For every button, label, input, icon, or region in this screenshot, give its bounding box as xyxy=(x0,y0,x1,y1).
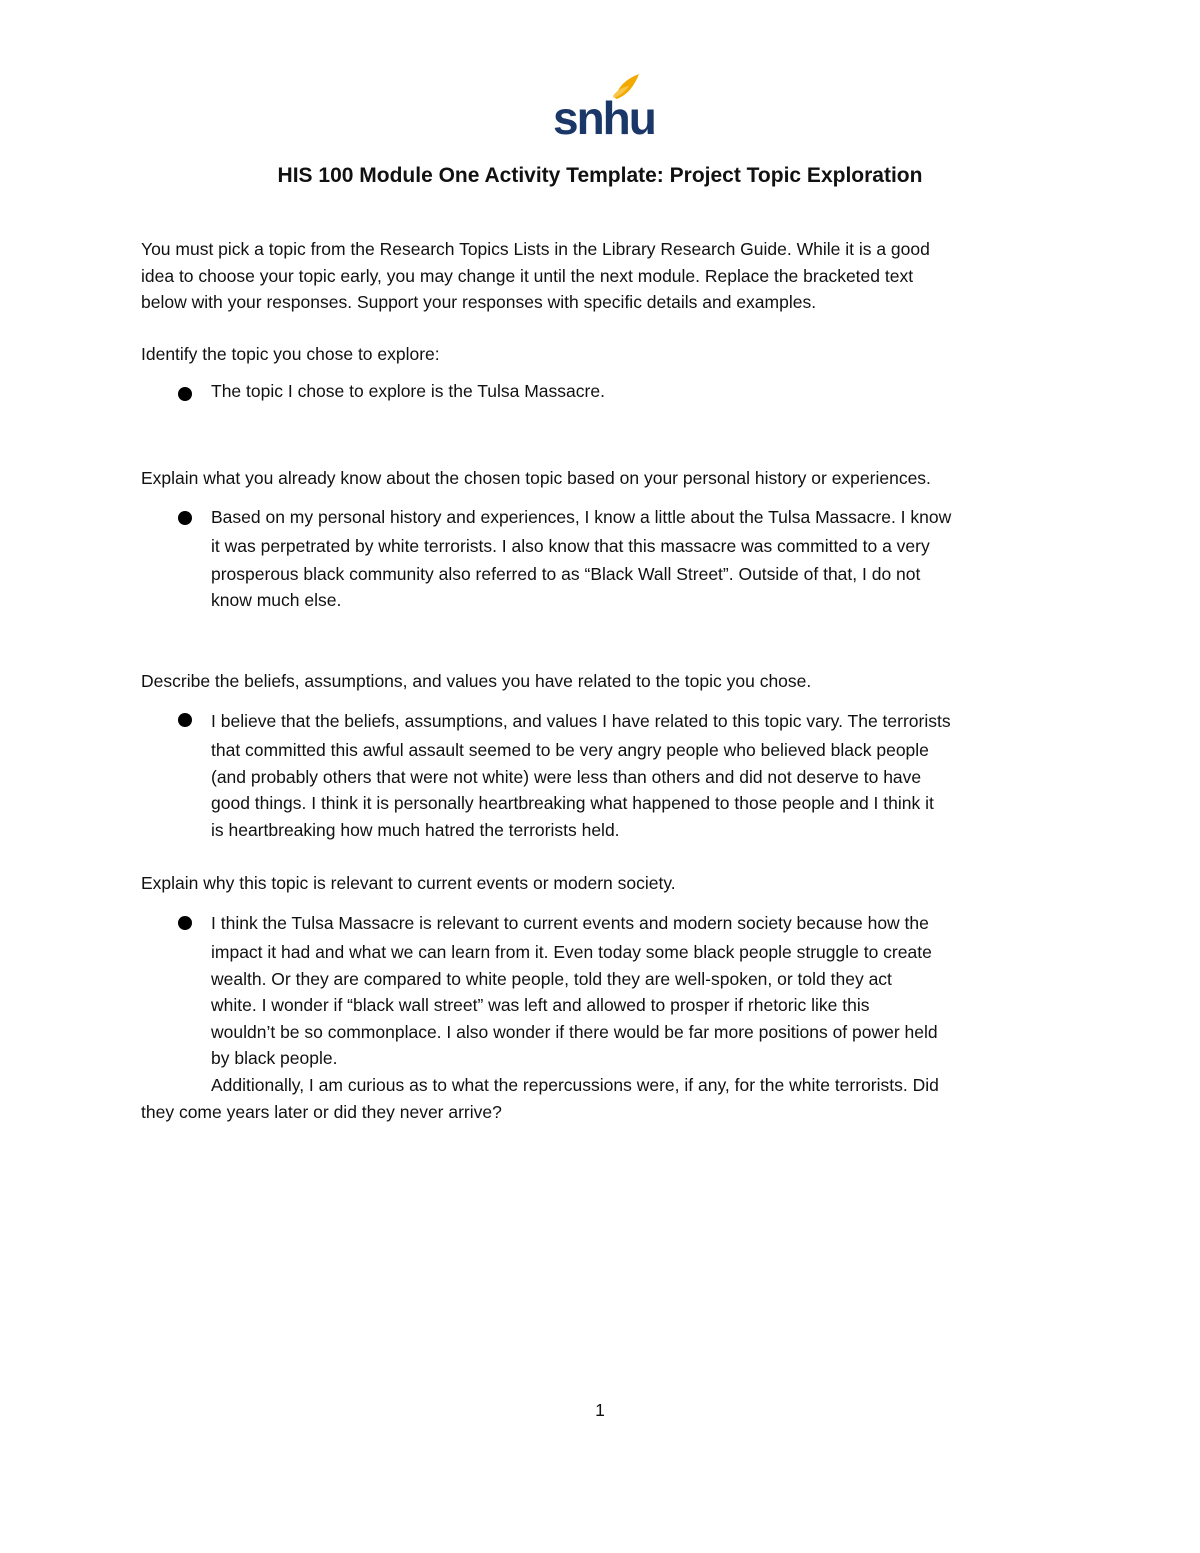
response-line: good things. I think it is personally heartbreaking what happened to those people and I think it xyxy=(211,793,934,813)
intro-line: idea to choose your topic early, you may change it until the next module. Replace the bracketed text xyxy=(141,265,914,286)
response-line: know much else. xyxy=(211,590,342,610)
page-number: 1 xyxy=(595,1400,605,1420)
response-line: is heartbreaking how much hatred the terrorists held. xyxy=(211,819,620,840)
bullet-icon xyxy=(178,387,192,401)
bullet-icon xyxy=(178,511,192,525)
response-line: by black people. xyxy=(211,1048,338,1068)
document-title: HIS 100 Module One Activity Template: Project Topic Exploration xyxy=(277,164,923,187)
prompt-beliefs: Describe the beliefs, assumptions, and values you have related to the topic you chose. xyxy=(141,671,812,691)
response-line: they come years later or did they never arrive? xyxy=(141,1101,502,1122)
response-line: The topic I chose to explore is the Tulsa Massacre. xyxy=(211,381,605,401)
prompt-topic: Identify the topic you chose to explore: xyxy=(141,344,440,364)
response-line: prosperous black community also referred to as “Black Wall Street”. Outside of that, I do not xyxy=(211,564,921,584)
response-knowledge xyxy=(211,503,1061,613)
response-line: it was perpetrated by white terrorists. I also know that this massacre was committed to a very xyxy=(211,536,930,556)
prompt-relevance: Explain why this topic is relevant to current events or modern society. xyxy=(141,873,676,893)
response-line: wouldn’t be so commonplace. I also wonder if there would be far more positions of power held xyxy=(211,1021,938,1042)
snhu-logo xyxy=(553,72,655,144)
response-line: white. I wonder if “black wall street” was left and allowed to prosper if rhetoric like this xyxy=(211,995,870,1015)
intro-line: You must pick a topic from the Research Topics Lists in the Library Research Guide. While it is a good xyxy=(141,239,930,259)
response-line: wealth. Or they are compared to white people, told they are well-spoken, or told they act xyxy=(211,968,892,989)
intro-paragraph xyxy=(141,236,1061,316)
svg-text:snhu: snhu xyxy=(553,92,655,144)
response-line: I think the Tulsa Massacre is relevant to current events and modern society because how the xyxy=(211,913,929,933)
response-line: that committed this awful assault seemed to be very angry people who believed black people xyxy=(211,740,929,760)
bullet-icon xyxy=(178,713,192,727)
prompt-knowledge: Explain what you already know about the chosen topic based on your personal history or experiences. xyxy=(141,468,931,488)
response-relevance xyxy=(211,907,1061,1072)
response-line: (and probably others that were not white) were less than others and did not deserve to have xyxy=(211,766,922,787)
response-beliefs xyxy=(211,705,1061,843)
bullet-icon xyxy=(178,916,192,930)
response-topic xyxy=(211,378,1061,405)
leaf-icon xyxy=(553,72,655,144)
response-line: Additionally, I am curious as to what the repercussions were, if any, for the white terrorists. Did xyxy=(211,1075,939,1095)
response-continuation xyxy=(141,1072,1061,1125)
response-line: I believe that the beliefs, assumptions, and values I have related to this topic vary. The terrorists xyxy=(211,711,951,731)
response-line: impact it had and what we can learn from it. Even today some black people struggle to create xyxy=(211,942,932,962)
response-line: Based on my personal history and experiences, I know a little about the Tulsa Massacre. I know xyxy=(211,507,952,527)
intro-line: below with your responses. Support your responses with specific details and examples. xyxy=(141,292,817,312)
